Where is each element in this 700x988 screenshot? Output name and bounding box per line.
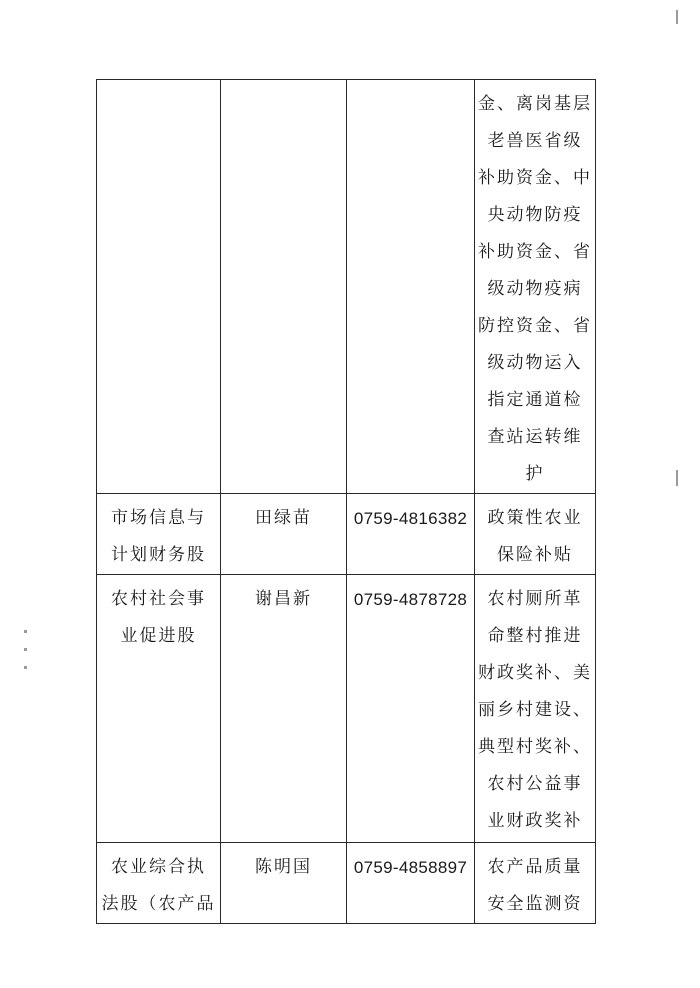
funds-line: 政策性农业	[487, 508, 583, 528]
funds-line: 安全监测资	[487, 894, 583, 914]
phone-number: 0759-4858897	[353, 858, 468, 877]
funds-line: 金、离岗基层	[478, 94, 592, 114]
contact-name: 田绿苗	[255, 508, 312, 528]
funds-line: 财政奖补、美	[478, 663, 592, 683]
department-line: 业促进股	[120, 626, 197, 646]
funds-line: 农产品质量	[487, 857, 583, 877]
scan-mark	[676, 470, 678, 486]
funds-line: 护	[525, 464, 545, 484]
funds-line: 补助资金、中	[478, 168, 592, 188]
department-line: 市场信息与	[111, 508, 206, 528]
table-body	[97, 80, 596, 924]
contact-cell	[221, 843, 347, 924]
funds-line: 农村厕所革	[487, 589, 583, 609]
funds-line: 指定通道检	[487, 390, 583, 410]
funds-line: 查站运转维	[487, 427, 583, 447]
funds-line: 老兽医省级	[487, 131, 583, 151]
department-line: 法股（农产品	[101, 894, 216, 914]
funds-line: 防控资金、省	[478, 316, 592, 336]
funds-cell	[475, 575, 596, 843]
funds-line: 级动物运入	[487, 353, 583, 373]
funds-cell	[475, 80, 596, 494]
contact-name: 陈明国	[255, 857, 312, 877]
table-row	[97, 80, 596, 494]
contact-cell	[221, 494, 347, 575]
table-row	[97, 494, 596, 575]
scan-mark	[24, 666, 27, 669]
funds-line: 央动物防疫	[487, 205, 583, 225]
phone-cell	[347, 494, 475, 575]
table-row	[97, 843, 596, 924]
department-line: 农业综合执	[111, 857, 206, 877]
contact-cell	[221, 80, 347, 494]
phone-number: 0759-4816382	[353, 509, 468, 528]
contact-cell	[221, 575, 347, 843]
contact-name: 谢昌新	[255, 589, 312, 609]
department-cell	[97, 494, 221, 575]
phone-cell	[347, 843, 475, 924]
funds-line: 丽乡村建设、	[478, 700, 592, 720]
funds-line: 业财政奖补	[487, 811, 583, 831]
funds-line: 典型村奖补、	[478, 737, 592, 757]
funds-line: 保险补贴	[497, 545, 573, 565]
department-line: 农村社会事	[111, 589, 206, 609]
department-cell	[97, 80, 221, 494]
scan-mark	[24, 648, 27, 651]
department-cell	[97, 575, 221, 843]
phone-cell	[347, 80, 475, 494]
funds-line: 级动物疫病	[487, 279, 583, 299]
funds-cell	[475, 843, 596, 924]
phone-number: 0759-4878728	[353, 590, 468, 609]
funds-line: 补助资金、省	[478, 242, 592, 262]
phone-cell	[347, 575, 475, 843]
department-cell	[97, 843, 221, 924]
funds-line: 命整村推进	[487, 626, 583, 646]
scan-mark	[24, 630, 27, 633]
funds-line: 农村公益事	[487, 774, 583, 794]
department-line: 计划财务股	[111, 545, 206, 565]
scan-mark	[676, 10, 678, 24]
contact-table	[96, 79, 596, 924]
funds-cell	[475, 494, 596, 575]
table-row	[97, 575, 596, 843]
